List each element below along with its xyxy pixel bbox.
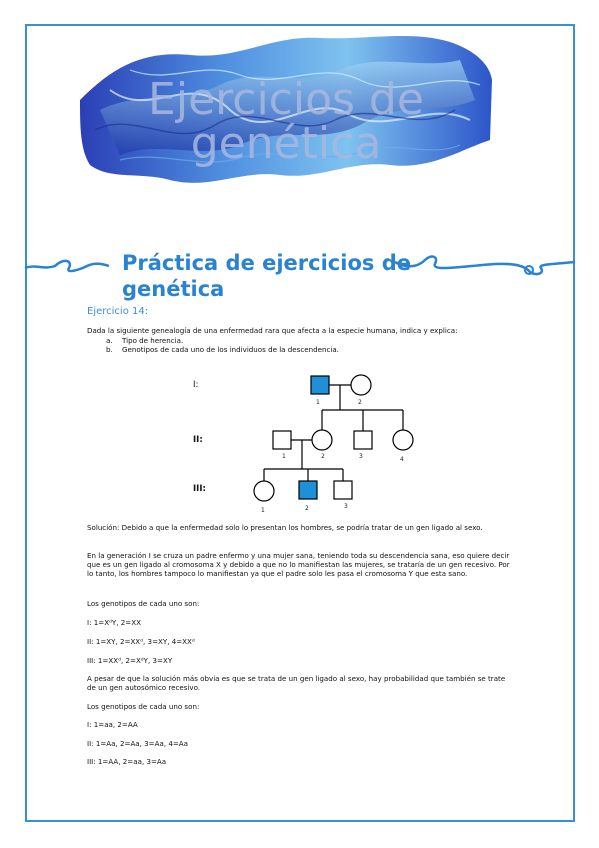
exercise-label: Ejercicio 14: [87,306,149,317]
individual-III-2-affected-male [299,481,317,499]
genotypes-gen-III: III: 1=XXᵈ, 2=XᵈY, 3=XY [87,656,173,665]
individual-II-2-female [312,430,332,450]
label-II-4: 4 [400,456,404,463]
individual-III-1-female [254,481,274,501]
label-II-1: 1 [282,453,286,460]
individual-I-1-affected-male [311,376,329,394]
pedigree-diagram [240,366,440,516]
label-III-1: 1 [261,507,265,514]
question-list [106,336,339,354]
genotypes-gen-I: I: 1=XᵈY, 2=XX [87,618,141,627]
list-item: b. Genotipos de cada uno de los individuos de la descendencia. [106,345,339,354]
label-I-2: 2 [358,399,362,406]
list-item: a. Tipo de herencia. [106,336,184,345]
label-II-3: 3 [359,453,363,460]
label-III-2: 2 [305,505,309,512]
genotypes-autosomal-gen-II: II: 1=Aa, 2=Aa, 3=Aa, 4=Aa [87,739,188,748]
individual-III-3-male [334,481,352,499]
solution-paragraph-1: Solución: Debido a que la enfermedad solo lo presentan los hombres, se podría tratar de un gen ligado al sexo. [87,523,483,532]
solution-paragraph-3: A pesar de que la solución más obvia es que se trata de un gen ligado al sexo, hay probabilidad que también se trate de un gen autosómico recesivo. [87,674,506,692]
generation-label-I: I: [193,380,199,390]
genotypes-gen-II: II: 1=XY, 2=XXᵈ, 3=XY, 4=XXᵈ [87,637,195,646]
genotypes-autosomal-gen-III: III: 1=AA, 2=aa, 3=Aa [87,757,167,766]
label-III-3: 3 [344,503,348,510]
genotypes-title-1: Los genotipos de cada uno son: [87,599,200,608]
individual-II-3-male [354,431,372,449]
generation-label-III: III: [193,484,206,494]
genotypes-title-2: Los genotipos de cada uno son: [87,702,200,711]
individual-II-1-male [273,431,291,449]
label-II-2: 2 [321,453,325,460]
solution-paragraph-2: En la generación I se cruza un padre enfermo y una mujer sana, teniendo toda su descendencia sana, eso quiere decir que es un gen ligado al cromosoma X y debido a que no lo manifiestan las mujeres, se trataría de un gen recesivo. Por lo tanto, los hombres tampoco lo manifiestan ya que el padre solo les pasa el cromosoma Y que esta sano. [87,551,510,578]
genotypes-autosomal-gen-I: I: 1=aa, 2=AA [87,720,138,729]
label-I-1: 1 [316,399,320,406]
individual-I-2-female [351,375,371,395]
section-title: Práctica de ejercicios de genética [122,251,411,301]
intro-text: Dada la siguiente genealogía de una enfermedad rara que afecta a la especie humana, indica y explica: [87,326,458,335]
individual-II-4-female [393,430,413,450]
generation-label-II: II: [193,435,203,445]
banner-title: Ejercicios de genética [148,74,424,169]
